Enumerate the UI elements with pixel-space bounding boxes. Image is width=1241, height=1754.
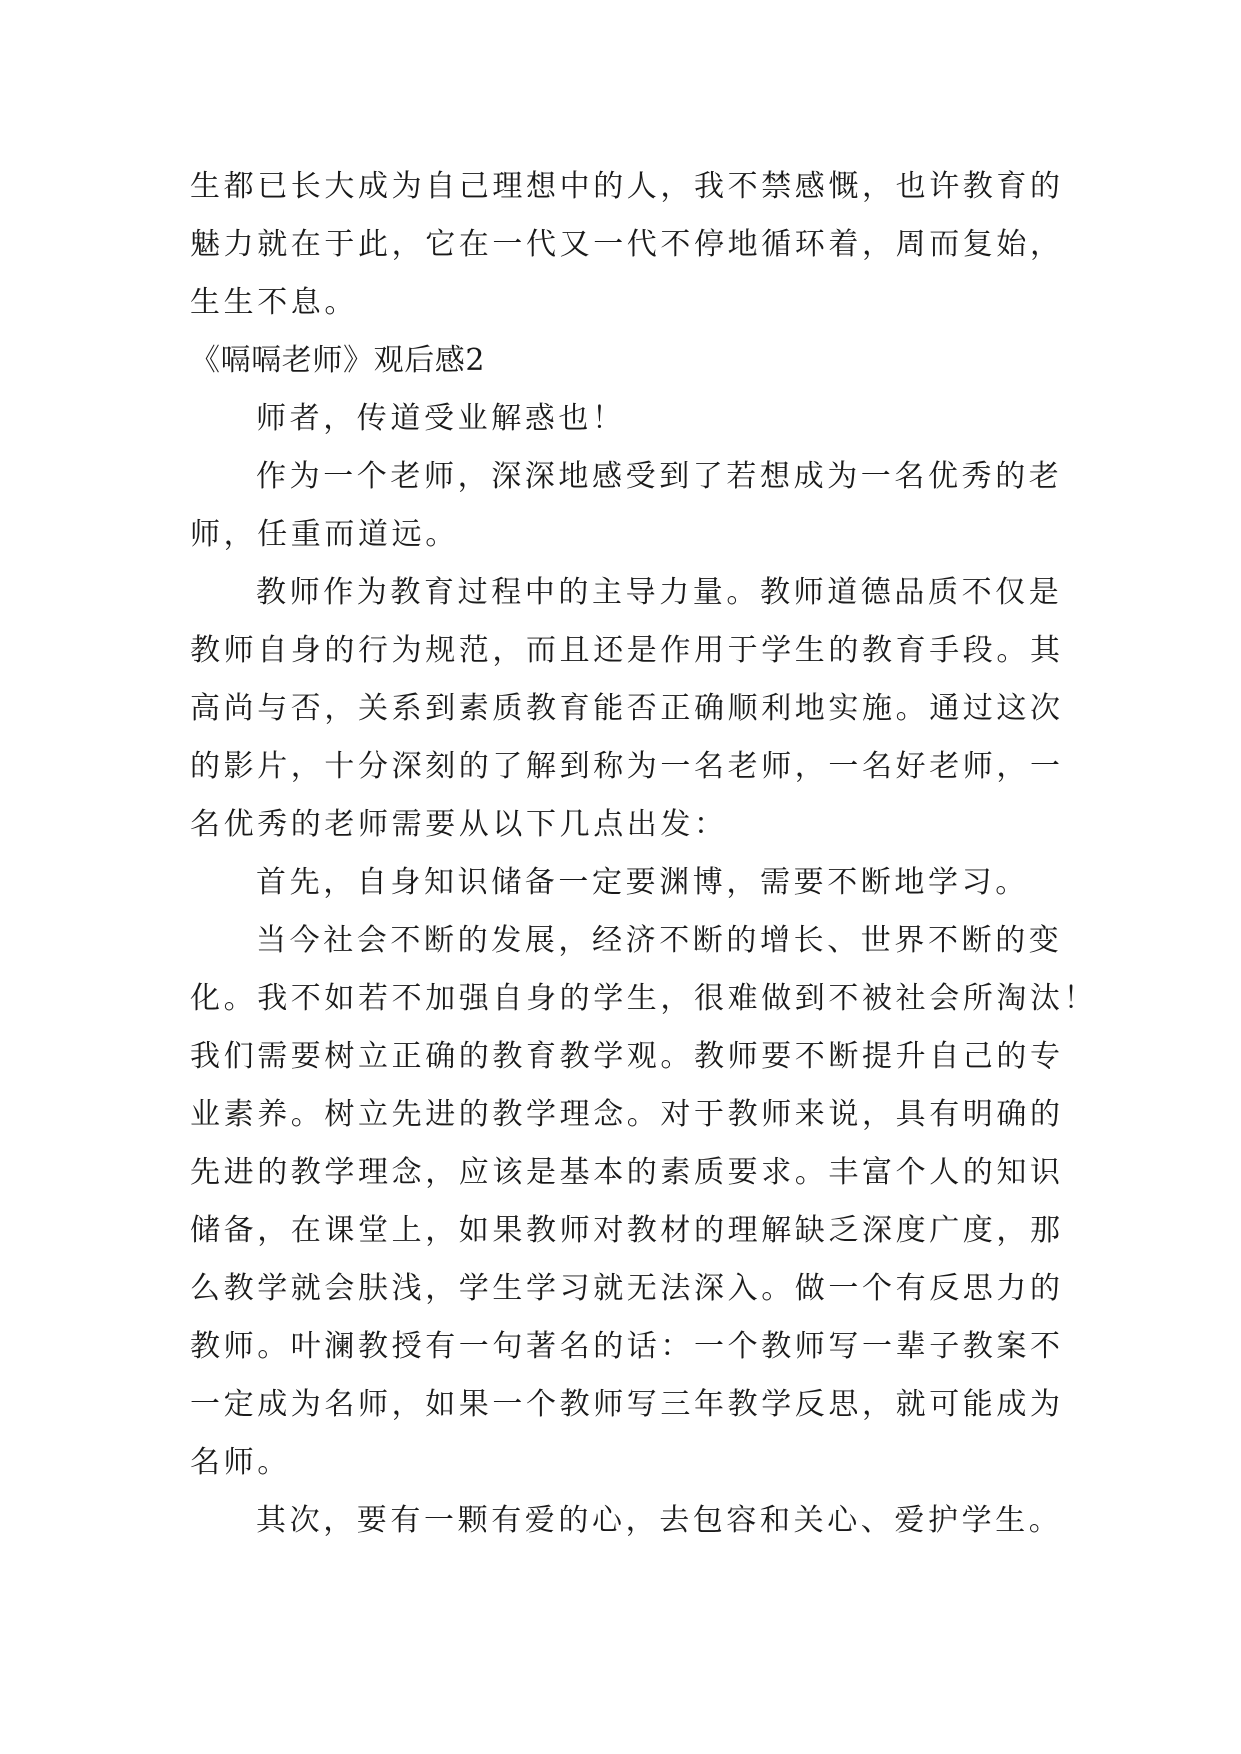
text-line: 我们需要树立正确的教育教学观。教师要不断提升自己的专 (190, 1039, 1064, 1074)
text-line: 名师。 (190, 1445, 291, 1480)
text-line: 教师。叶澜教授有一句著名的话：一个教师写一辈子教案不 (190, 1329, 1064, 1364)
text-line: 业素养。树立先进的教学理念。对于教师来说，具有明确的 (190, 1097, 1064, 1132)
text-line: 名优秀的老师需要从以下几点出发： (190, 807, 728, 842)
text-line: 师者，传道受业解惑也！ (256, 401, 626, 436)
text-line: 教师作为教育过程中的主导力量。教师道德品质不仅是 (256, 575, 1063, 610)
text-line: 其次，要有一颗有爱的心，去包容和关心、爱护学生。 (256, 1503, 1063, 1538)
text-line: 魅力就在于此，它在一代又一代不停地循环着，周而复始， (190, 227, 1064, 262)
text-line: 教师自身的行为规范，而且还是作用于学生的教育手段。其 (190, 633, 1064, 668)
text-line: 当今社会不断的发展，经济不断的增长、世界不断的变 (256, 923, 1063, 958)
text-line: 生都已长大成为自己理想中的人，我不禁感慨，也许教育的 (190, 169, 1064, 204)
text-line: 生生不息。 (190, 285, 358, 320)
document-page (190, 158, 1098, 1550)
section-title: 《嗝嗝老师》观后感2 (190, 343, 486, 378)
text-line: 化。我不如若不加强自身的学生，很难做到不被社会所淘汰！ (190, 981, 1098, 1016)
text-line: 储备，在课堂上，如果教师对教材的理解缺乏深度广度，那 (190, 1213, 1064, 1248)
text-line: 一定成为名师，如果一个教师写三年教学反思，就可能成为 (190, 1387, 1064, 1422)
text-line: 的影片，十分深刻的了解到称为一名老师，一名好老师，一 (190, 749, 1064, 784)
text-line: 首先，自身知识储备一定要渊博，需要不断地学习。 (256, 865, 1029, 900)
text-line: 作为一个老师，深深地感受到了若想成为一名优秀的老 (256, 459, 1063, 494)
text-line: 高尚与否，关系到素质教育能否正确顺利地实施。通过这次 (190, 691, 1064, 726)
text-line: 么教学就会肤浅，学生学习就无法深入。做一个有反思力的 (190, 1271, 1064, 1306)
text-line: 师，任重而道远。 (190, 517, 459, 552)
text-line: 先进的教学理念，应该是基本的素质要求。丰富个人的知识 (190, 1155, 1064, 1190)
